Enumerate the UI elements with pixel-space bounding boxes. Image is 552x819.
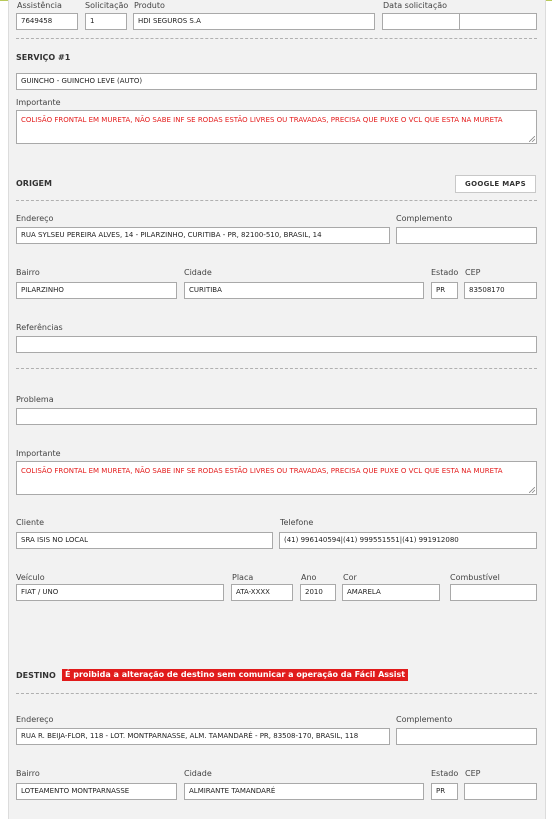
- detalhes-importante-text: COLISÃO FRONTAL EM MURETA, NÃO SABE INF SE RODAS ESTÃO LIVRES OU TRAVADAS, PRECISA QUE PUXE O VCL QUE ESTA NA MURETA: [21, 467, 503, 475]
- destino-warning-badge: É proibida a alteração de destino sem comunicar a operação da Fácil Assist: [62, 669, 408, 681]
- origem-endereco-field[interactable]: RUA SYLSEU PEREIRA ALVES, 14 - PILARZINHO, CURITIBA - PR, 82100-510, BRASIL, 14: [16, 227, 390, 244]
- ano-label: Ano: [301, 573, 317, 582]
- problema-field[interactable]: [16, 408, 537, 425]
- destino-estado-field[interactable]: PR: [431, 783, 458, 800]
- detalhes-importante-textarea[interactable]: [16, 461, 537, 495]
- destino-title: DESTINO: [16, 671, 56, 680]
- origem-cidade-field[interactable]: CURITIBA: [184, 282, 424, 299]
- origem-bairro-field[interactable]: PILARZINHO: [16, 282, 177, 299]
- telefone-field[interactable]: (41) 996140594|(41) 999551551|(41) 991912080: [279, 532, 537, 549]
- detalhes-importante-label: Importante: [16, 449, 61, 458]
- origem-estado-field[interactable]: PR: [431, 282, 458, 299]
- destino-cep-field[interactable]: [464, 783, 537, 800]
- problema-label: Problema: [16, 395, 54, 404]
- resize-grip-icon[interactable]: [529, 136, 535, 142]
- placa-field[interactable]: ATA-XXXX: [231, 584, 293, 601]
- ano-field[interactable]: 2010: [300, 584, 336, 601]
- assistencia-label: Assistência: [17, 1, 62, 10]
- destino-complemento-field[interactable]: [396, 728, 537, 745]
- divider: [16, 200, 537, 201]
- origem-complemento-label: Complemento: [396, 214, 453, 223]
- servico-title: SERVIÇO #1: [16, 53, 71, 62]
- divider: [16, 368, 537, 369]
- divider: [16, 38, 537, 39]
- resize-grip-icon[interactable]: [529, 487, 535, 493]
- placa-label: Placa: [232, 573, 254, 582]
- origem-estado-label: Estado: [431, 268, 459, 277]
- destino-complemento-label: Complemento: [396, 715, 453, 724]
- veiculo-label: Veículo: [16, 573, 45, 582]
- origem-cep-label: CEP: [465, 268, 481, 277]
- servico-importante-label: Importante: [16, 98, 61, 107]
- data-solicitacao-time-field[interactable]: [459, 13, 537, 30]
- cliente-label: Cliente: [16, 518, 45, 527]
- destino-endereco-field[interactable]: RUA R. BEIJA-FLOR, 118 - LOT. MONTPARNASSE, ALM. TAMANDARÉ - PR, 83508-170, BRASIL, 118: [16, 728, 390, 745]
- produto-field[interactable]: HDI SEGUROS S.A: [133, 13, 375, 30]
- destino-bairro-field[interactable]: LOTEAMENTO MONTPARNASSE: [16, 783, 177, 800]
- cliente-field[interactable]: SRA ISIS NO LOCAL: [16, 532, 273, 549]
- combustivel-field[interactable]: [450, 584, 537, 601]
- combustivel-label: Combustível: [450, 573, 500, 582]
- destino-estado-label: Estado: [431, 769, 459, 778]
- destino-cidade-field[interactable]: ALMIRANTE TAMANDARÉ: [184, 783, 424, 800]
- origem-cep-field[interactable]: 83508170: [464, 282, 537, 299]
- divider: [16, 693, 537, 694]
- origem-bairro-label: Bairro: [16, 268, 40, 277]
- solicitacao-label: Solicitação: [85, 1, 129, 10]
- google-maps-button[interactable]: GOOGLE MAPS: [455, 175, 536, 193]
- destino-endereco-label: Endereço: [16, 715, 54, 724]
- destino-cep-label: CEP: [465, 769, 481, 778]
- cor-label: Cor: [343, 573, 357, 582]
- destino-bairro-label: Bairro: [16, 769, 40, 778]
- origem-title: ORIGEM: [16, 179, 52, 188]
- destino-cidade-label: Cidade: [184, 769, 212, 778]
- referencias-label: Referências: [16, 323, 63, 332]
- data-solicitacao-date-field[interactable]: [382, 13, 460, 30]
- data-solicitacao-label: Data solicitação: [383, 1, 448, 10]
- produto-label: Produto: [134, 1, 165, 10]
- solicitacao-field[interactable]: 1: [85, 13, 127, 30]
- assistencia-field[interactable]: 7649458: [16, 13, 78, 30]
- servico-importante-text: COLISÃO FRONTAL EM MURETA, NÃO SABE INF SE RODAS ESTÃO LIVRES OU TRAVADAS, PRECISA QUE PUXE O VCL QUE ESTA NA MURETA: [21, 116, 503, 124]
- origem-cidade-label: Cidade: [184, 268, 212, 277]
- veiculo-field[interactable]: FIAT / UNO: [16, 584, 224, 601]
- servico-tipo-field[interactable]: GUINCHO - GUINCHO LEVE (AUTO): [16, 73, 537, 90]
- telefone-label: Telefone: [280, 518, 314, 527]
- referencias-field[interactable]: [16, 336, 537, 353]
- origem-complemento-field[interactable]: [396, 227, 537, 244]
- origem-endereco-label: Endereço: [16, 214, 54, 223]
- cor-field[interactable]: AMARELA: [342, 584, 440, 601]
- servico-importante-textarea[interactable]: [16, 110, 537, 144]
